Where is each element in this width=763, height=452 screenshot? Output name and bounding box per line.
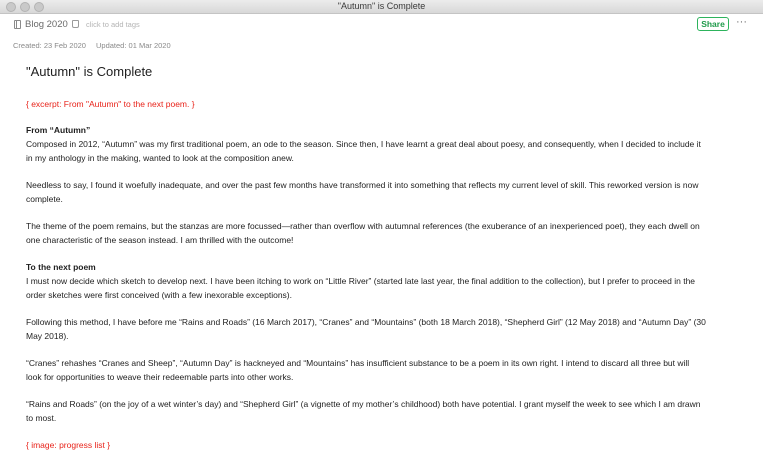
tag-icon	[72, 20, 79, 28]
paragraph-line: Composed in 2012, “Autumn” was my first traditional poem, an ode to the season. Since then, I have learnt a great deal about poesy, and consequently, when I decided to include it	[26, 139, 701, 149]
note-toolbar	[0, 14, 763, 36]
created-date: Created: 23 Feb 2020	[13, 41, 86, 50]
paragraph-line: “Cranes” rehashes “Cranes and Sheep”, “Autumn Day” is hackneyed and “Mountains” has insufficient substance to be a poem in its own right. I intend to discard all three but will	[26, 358, 690, 368]
section-heading: From “Autumn”	[26, 125, 91, 135]
note-title[interactable]: "Autumn" is Complete	[26, 64, 153, 79]
paragraph-line: Needless to say, I found it woefully inadequate, and over the past few months have transformed it into something that reflects my current level of skill. This reworked version is now	[26, 180, 699, 190]
paragraph-line: in my anthology in the making, wanted to look at the composition anew.	[26, 153, 294, 163]
more-options-icon[interactable]: ···	[736, 16, 747, 28]
paragraph-line: “Rains and Roads” (on the joy of a wet winter’s day) and “Shepherd Girl” (a vignette of my mother’s childhood) both have potential. I grant myself the week to see which I am drawn	[26, 399, 701, 409]
paragraph-line: The theme of the poem remains, but the stanzas are more focussed—rather than overflow with autumnal references (the exuberance of an inexperienced poet), they each dwell on	[26, 221, 700, 231]
tags-input[interactable]: click to add tags	[86, 20, 140, 29]
paragraph-line: Following this method, I have before me “Rains and Roads” (16 March 2017), “Cranes” and “Mountains” (both 18 March 2018), “Shepherd Girl” (12 May 2018) and “Autumn Day” (30	[26, 317, 706, 327]
window-title: "Autumn" is Complete	[337, 1, 426, 11]
image-tag: { image: progress list }	[26, 440, 111, 450]
window-titlebar	[0, 0, 763, 14]
updated-date: Updated: 01 Mar 2020	[96, 41, 171, 50]
paragraph-line: I must now decide which sketch to develop next. I have been itching to work on “Little River” (started late last year, the final addition to the collection), but I prefer to proceed in the	[26, 276, 696, 286]
note-body[interactable]	[26, 97, 746, 452]
paragraph-line: order sketches were first conceived (with a few inexorable exceptions).	[26, 290, 292, 300]
notebook-selector[interactable]: Blog 2020	[25, 19, 68, 30]
share-button[interactable]: Share	[697, 17, 729, 31]
section-heading: To the next poem	[26, 262, 96, 272]
paragraph-line: to most.	[26, 413, 57, 423]
paragraph-line: look for opportunities to weave their redeemable parts into other works.	[26, 372, 294, 382]
excerpt-tag: { excerpt: From "Autumn" to the next poem. }	[26, 99, 195, 109]
paragraph-line: May 2018).	[26, 331, 69, 341]
paragraph-line: complete.	[26, 194, 63, 204]
notebook-icon	[14, 20, 21, 29]
paragraph-line: one characteristic of the season instead. I am thrilled with the outcome!	[26, 235, 294, 245]
